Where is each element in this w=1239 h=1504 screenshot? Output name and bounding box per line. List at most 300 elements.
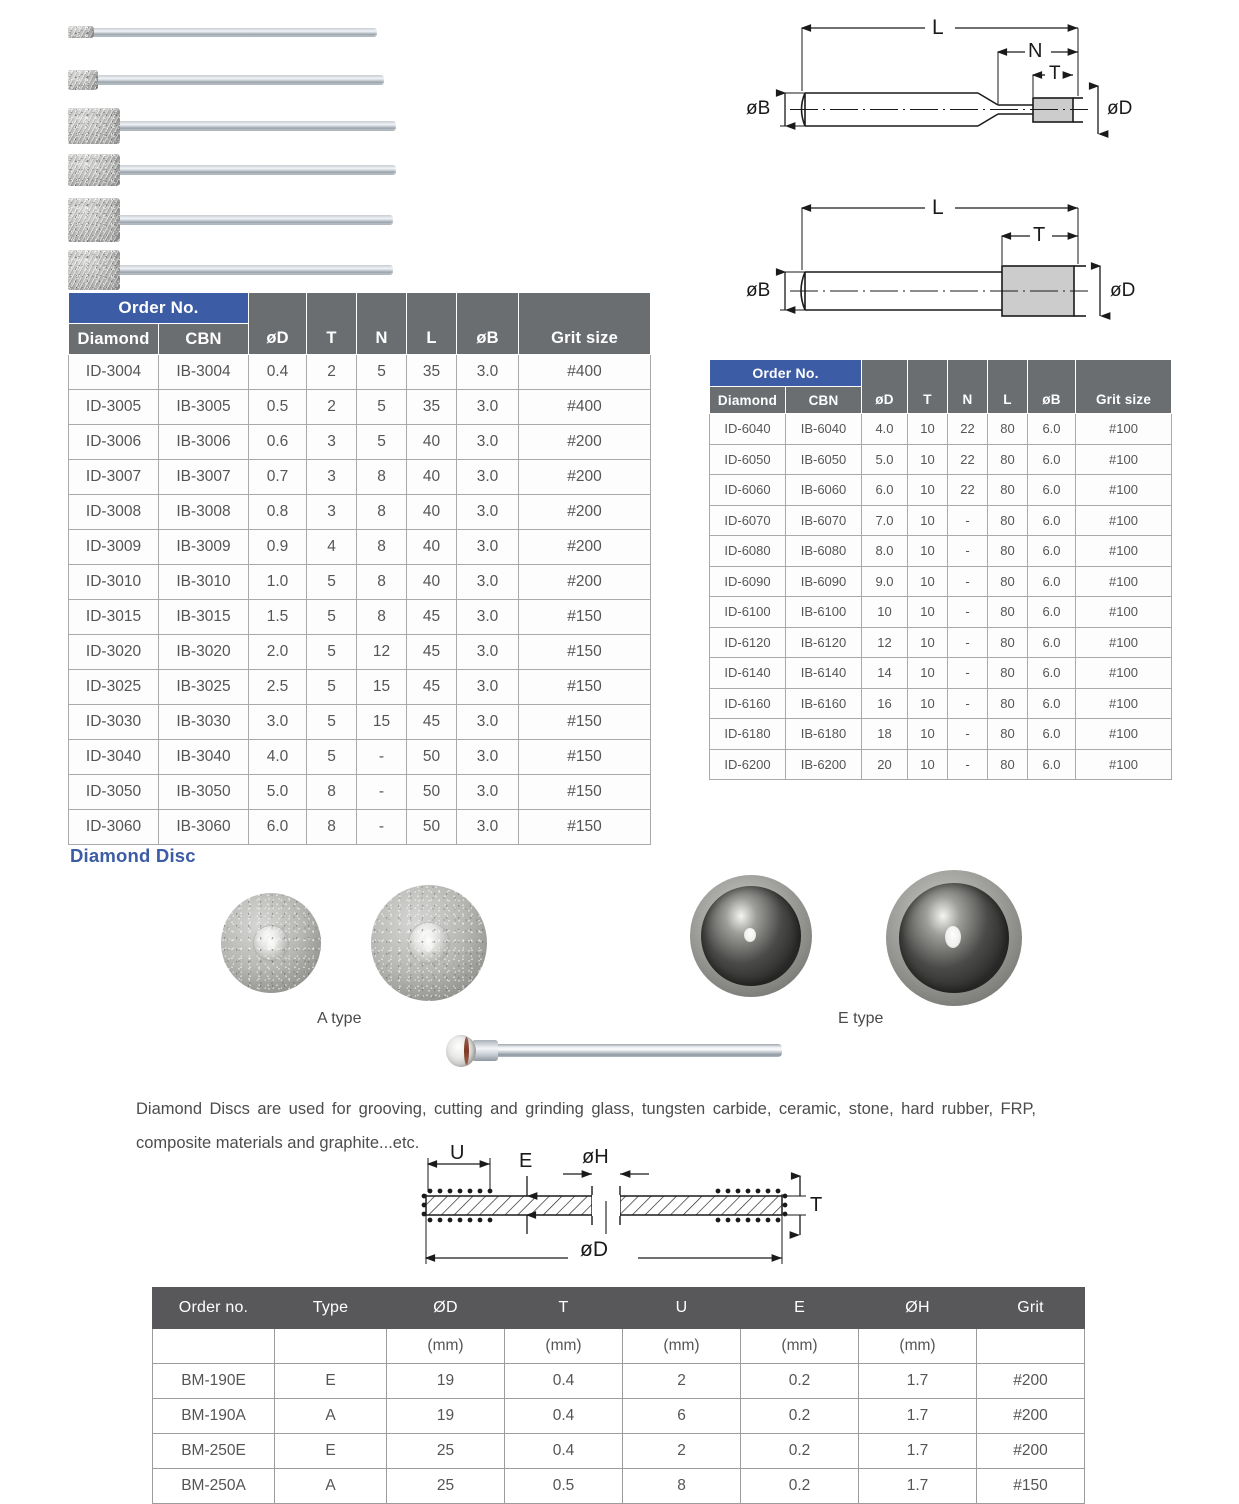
table-cell: #200 bbox=[977, 1434, 1085, 1469]
table-cell: ID-3040 bbox=[69, 740, 159, 775]
table-cell: - bbox=[948, 505, 988, 536]
steel-shank bbox=[118, 121, 396, 131]
table-cell: 6.0 bbox=[1028, 627, 1076, 658]
table-cell: A bbox=[275, 1399, 387, 1434]
table-cell: 5 bbox=[307, 635, 357, 670]
table-row bbox=[710, 658, 1172, 689]
table-cell: 1.7 bbox=[859, 1469, 977, 1504]
disc-section-svg bbox=[408, 1146, 828, 1274]
header-n: N bbox=[948, 360, 988, 414]
grit-band-left-edge bbox=[422, 1194, 426, 1216]
dim-label-hole-dia: øH bbox=[582, 1146, 609, 1168]
table-row bbox=[153, 1469, 1085, 1504]
table-cell: ID-3009 bbox=[69, 530, 159, 565]
header-n: N bbox=[357, 293, 407, 355]
table-cell: 0.5 bbox=[249, 390, 307, 425]
table-cell: #150 bbox=[519, 810, 651, 845]
table-cell: BM-250E bbox=[153, 1434, 275, 1469]
table-mounted-points-large bbox=[709, 359, 1172, 780]
table-cell: 0.4 bbox=[505, 1364, 623, 1399]
table-cell: BM-190E bbox=[153, 1364, 275, 1399]
table-cell: 5 bbox=[307, 600, 357, 635]
abrasive-head bbox=[68, 154, 120, 186]
table-cell: 8 bbox=[357, 600, 407, 635]
dim-label-head-dia: øD bbox=[1110, 280, 1136, 301]
steel-shank bbox=[118, 265, 393, 275]
table-row bbox=[69, 355, 651, 390]
table-cell: 0.6 bbox=[249, 425, 307, 460]
table-cell: 3.0 bbox=[249, 705, 307, 740]
table-cell: 1.5 bbox=[249, 600, 307, 635]
dim-label-thickness: T bbox=[810, 1194, 823, 1216]
dim-label-N: N bbox=[1028, 40, 1043, 62]
table-cell: 6.0 bbox=[1028, 688, 1076, 719]
dim-label-T: T bbox=[1049, 63, 1061, 84]
table-cell: ID-6090 bbox=[710, 566, 786, 597]
header-t: T bbox=[505, 1288, 623, 1329]
table-diamond-disc bbox=[152, 1287, 1085, 1504]
dim-label-shank-dia: øB bbox=[746, 98, 771, 119]
table-cell: 3.0 bbox=[457, 460, 519, 495]
disc-hole bbox=[945, 926, 961, 948]
table-cell: 6.0 bbox=[1028, 658, 1076, 689]
table-cell: 3.0 bbox=[457, 390, 519, 425]
grit-band-left-top bbox=[428, 1189, 492, 1193]
table-cell: 20 bbox=[862, 749, 908, 780]
table-cell: 10 bbox=[908, 719, 948, 750]
table-cell: 6.0 bbox=[862, 475, 908, 506]
table-cell: ID-6100 bbox=[710, 597, 786, 628]
grit-band-right-bottom bbox=[716, 1218, 780, 1222]
disc-type-e-label: E type bbox=[838, 1010, 884, 1027]
table-cell: IB-3004 bbox=[159, 355, 249, 390]
table-cell: 80 bbox=[988, 505, 1028, 536]
table-cell: 6.0 bbox=[1028, 597, 1076, 628]
table-cell: E bbox=[275, 1434, 387, 1469]
table-cell: 6.0 bbox=[1028, 475, 1076, 506]
dim-label-outer-dia: øD bbox=[580, 1238, 608, 1261]
table-cell: 19 bbox=[387, 1364, 505, 1399]
table-cell: 2.0 bbox=[249, 635, 307, 670]
steel-shank bbox=[92, 28, 377, 37]
table-cell: 0.7 bbox=[249, 460, 307, 495]
header-l: L bbox=[407, 293, 457, 355]
table-cell: 3.0 bbox=[457, 775, 519, 810]
table-cell: 1.0 bbox=[249, 565, 307, 600]
dim-label-shank-dia: øB bbox=[746, 280, 771, 301]
table-cell: IB-3060 bbox=[159, 810, 249, 845]
table-cell: 40 bbox=[407, 495, 457, 530]
table-cell: ID-6040 bbox=[710, 414, 786, 445]
header-od: øD bbox=[249, 293, 307, 355]
table-body bbox=[710, 414, 1172, 780]
table-cell: 5 bbox=[307, 740, 357, 775]
table-cell: 8.0 bbox=[862, 536, 908, 567]
table-row bbox=[69, 530, 651, 565]
table-cell: 10 bbox=[908, 688, 948, 719]
abrasive-head bbox=[68, 108, 120, 144]
table-cell: 4.0 bbox=[862, 414, 908, 445]
table-cell: - bbox=[948, 597, 988, 628]
header-l: L bbox=[988, 360, 1028, 414]
table-cell: 25 bbox=[387, 1469, 505, 1504]
table-cell: 3.0 bbox=[457, 740, 519, 775]
table-cell: 6.0 bbox=[1028, 536, 1076, 567]
table-cell: - bbox=[357, 810, 407, 845]
table-mounted-points-small bbox=[68, 292, 651, 845]
table-header-row-group bbox=[69, 293, 651, 324]
disc-hub bbox=[254, 926, 288, 960]
dim-label-T: T bbox=[1033, 224, 1046, 246]
table-row bbox=[153, 1364, 1085, 1399]
disc-photo-a-large bbox=[371, 885, 487, 1001]
table-row bbox=[69, 705, 651, 740]
table-cell: #200 bbox=[977, 1399, 1085, 1434]
table-cell: #200 bbox=[519, 565, 651, 600]
table-cell: 8 bbox=[357, 460, 407, 495]
table-row bbox=[710, 749, 1172, 780]
table-cell: #100 bbox=[1076, 749, 1172, 780]
table-cell: 15 bbox=[357, 705, 407, 740]
table-header bbox=[153, 1288, 1085, 1329]
table-cell: 10 bbox=[908, 505, 948, 536]
table-cell: 80 bbox=[988, 414, 1028, 445]
table-cell: 6.0 bbox=[249, 810, 307, 845]
table-cell: #100 bbox=[1076, 627, 1172, 658]
table-cell: IB-3008 bbox=[159, 495, 249, 530]
table-cell: 2 bbox=[623, 1434, 741, 1469]
table-cell: 80 bbox=[988, 536, 1028, 567]
table-row bbox=[69, 775, 651, 810]
table-cell: - bbox=[948, 719, 988, 750]
table-cell: 45 bbox=[407, 635, 457, 670]
table-cell: 50 bbox=[407, 775, 457, 810]
table-cell: 16 bbox=[862, 688, 908, 719]
header-grit-size: Grit size bbox=[1076, 360, 1172, 414]
table-cell: 0.2 bbox=[741, 1364, 859, 1399]
table-cell: 10 bbox=[908, 597, 948, 628]
table-cell: #150 bbox=[977, 1469, 1085, 1504]
table-cell: #400 bbox=[519, 355, 651, 390]
table-cell: IB-3040 bbox=[159, 740, 249, 775]
header-order-no: Order No. bbox=[710, 360, 862, 387]
table-cell: 10 bbox=[862, 597, 908, 628]
header-type: Type bbox=[275, 1288, 387, 1329]
table-row bbox=[710, 719, 1172, 750]
table-units-row bbox=[153, 1329, 1085, 1364]
table-cell: ID-6070 bbox=[710, 505, 786, 536]
table-cell: 5 bbox=[357, 425, 407, 460]
table-cell: ID-3005 bbox=[69, 390, 159, 425]
table-cell: 6.0 bbox=[1028, 444, 1076, 475]
table-cell: 4 bbox=[307, 530, 357, 565]
table-cell: ID-3010 bbox=[69, 565, 159, 600]
table-cell: 3.0 bbox=[457, 810, 519, 845]
table-cell: 5 bbox=[307, 705, 357, 740]
table-cell: ID-3030 bbox=[69, 705, 159, 740]
table-cell: - bbox=[948, 536, 988, 567]
table-cell: 80 bbox=[988, 597, 1028, 628]
table-cell: #150 bbox=[519, 670, 651, 705]
table-cell: 0.2 bbox=[741, 1399, 859, 1434]
table-cell: 8 bbox=[357, 495, 407, 530]
table-cell: - bbox=[357, 775, 407, 810]
table-cell: #100 bbox=[1076, 688, 1172, 719]
table-cell: 0.4 bbox=[505, 1434, 623, 1469]
table-row bbox=[710, 536, 1172, 567]
table-cell: IB-6200 bbox=[786, 749, 862, 780]
table-cell: 35 bbox=[407, 355, 457, 390]
mandrel-mounted-disc bbox=[446, 1035, 476, 1067]
header-grit: Grit bbox=[977, 1288, 1085, 1329]
dim-label-head-dia: øD bbox=[1107, 98, 1133, 119]
table-row bbox=[69, 810, 651, 845]
header-t: T bbox=[908, 360, 948, 414]
table-cell: IB-6140 bbox=[786, 658, 862, 689]
table-cell: 6.0 bbox=[1028, 414, 1076, 445]
header-oh: ØH bbox=[859, 1288, 977, 1329]
header-order-no: Order no. bbox=[153, 1288, 275, 1329]
straight-point-svg bbox=[740, 188, 1180, 343]
table-cell: 50 bbox=[407, 740, 457, 775]
table-cell: #150 bbox=[519, 775, 651, 810]
table-cell: 3.0 bbox=[457, 705, 519, 740]
table-row bbox=[710, 475, 1172, 506]
table-cell: BM-190A bbox=[153, 1399, 275, 1434]
table-cell: 22 bbox=[948, 414, 988, 445]
table-cell: IB-3050 bbox=[159, 775, 249, 810]
table-cell: 10 bbox=[908, 627, 948, 658]
table-cell: 0.9 bbox=[249, 530, 307, 565]
table-cell: (mm) bbox=[623, 1329, 741, 1364]
table-cell: #100 bbox=[1076, 597, 1172, 628]
table-cell: ID-3025 bbox=[69, 670, 159, 705]
table-row bbox=[153, 1434, 1085, 1469]
table-cell: 3.0 bbox=[457, 670, 519, 705]
table-cell: IB-3025 bbox=[159, 670, 249, 705]
table-cell: #100 bbox=[1076, 414, 1172, 445]
table-cell: - bbox=[948, 688, 988, 719]
table-cell: ID-3004 bbox=[69, 355, 159, 390]
table-cell: IB-3030 bbox=[159, 705, 249, 740]
table-cell: IB-3009 bbox=[159, 530, 249, 565]
header-grit-size: Grit size bbox=[519, 293, 651, 355]
table-row bbox=[69, 565, 651, 600]
mandrel-shaft bbox=[478, 1044, 782, 1057]
table-cell: ID-3008 bbox=[69, 495, 159, 530]
table-cell: 10 bbox=[908, 414, 948, 445]
table-cell: - bbox=[948, 658, 988, 689]
dim-label-L: L bbox=[932, 196, 944, 219]
table-cell: #100 bbox=[1076, 475, 1172, 506]
disc-hole bbox=[744, 928, 756, 942]
table-row bbox=[69, 600, 651, 635]
header-diamond: Diamond bbox=[710, 387, 786, 414]
disc-mandrel-photo bbox=[432, 1032, 782, 1068]
disc-photo-e-large bbox=[886, 870, 1022, 1006]
table-cell: IB-3006 bbox=[159, 425, 249, 460]
table-cell: IB-6090 bbox=[786, 566, 862, 597]
table-cell: ID-6120 bbox=[710, 627, 786, 658]
table-row bbox=[710, 414, 1172, 445]
table-cell: ID-3020 bbox=[69, 635, 159, 670]
table-cell: 40 bbox=[407, 425, 457, 460]
table-cell: 80 bbox=[988, 566, 1028, 597]
table-cell: #200 bbox=[519, 460, 651, 495]
table-row bbox=[710, 597, 1172, 628]
grit-band-right-edge bbox=[783, 1194, 787, 1216]
table-cell: IB-6160 bbox=[786, 688, 862, 719]
table-body bbox=[153, 1329, 1085, 1504]
table-cell: 3.0 bbox=[457, 425, 519, 460]
table-cell: 8 bbox=[357, 565, 407, 600]
table-header bbox=[69, 293, 651, 355]
table-cell: 1.7 bbox=[859, 1364, 977, 1399]
mounted-point-dimension-drawing-straight bbox=[740, 188, 1180, 343]
header-cbn: CBN bbox=[786, 387, 862, 414]
table-header-row-group bbox=[710, 360, 1172, 387]
table-cell: - bbox=[948, 627, 988, 658]
table-cell: 12 bbox=[357, 635, 407, 670]
table-cell: 5 bbox=[307, 670, 357, 705]
dim-label-U: U bbox=[450, 1142, 465, 1164]
header-ob: øB bbox=[457, 293, 519, 355]
table-cell: 3.0 bbox=[457, 355, 519, 390]
table-cell: - bbox=[948, 566, 988, 597]
table-cell: 3 bbox=[307, 495, 357, 530]
table-cell: IB-3007 bbox=[159, 460, 249, 495]
table-header-row bbox=[153, 1288, 1085, 1329]
table-cell: #100 bbox=[1076, 566, 1172, 597]
table-cell: 3.0 bbox=[457, 600, 519, 635]
grit-band-right-top bbox=[716, 1189, 780, 1193]
table-cell: 3.0 bbox=[457, 495, 519, 530]
table-cell: 0.4 bbox=[505, 1399, 623, 1434]
table-cell: 3.0 bbox=[457, 635, 519, 670]
table-cell: #200 bbox=[519, 495, 651, 530]
table-cell: 80 bbox=[988, 719, 1028, 750]
table-cell bbox=[153, 1329, 275, 1364]
table-cell: 22 bbox=[948, 475, 988, 506]
table-cell: 80 bbox=[988, 444, 1028, 475]
table-cell: 25 bbox=[387, 1434, 505, 1469]
table-cell: 2.5 bbox=[249, 670, 307, 705]
table-header bbox=[710, 360, 1172, 414]
table-row bbox=[710, 627, 1172, 658]
table-cell: 19 bbox=[387, 1399, 505, 1434]
table-cell: BM-250A bbox=[153, 1469, 275, 1504]
table-cell: #150 bbox=[519, 740, 651, 775]
header-cbn: CBN bbox=[159, 324, 249, 355]
table-cell: 7.0 bbox=[862, 505, 908, 536]
table-cell: 2 bbox=[623, 1364, 741, 1399]
dim-label-E: E bbox=[519, 1150, 533, 1172]
table-cell: IB-3010 bbox=[159, 565, 249, 600]
table-cell: #100 bbox=[1076, 505, 1172, 536]
table-cell: 45 bbox=[407, 670, 457, 705]
table-cell: 5 bbox=[357, 390, 407, 425]
table-cell: ID-3060 bbox=[69, 810, 159, 845]
disc-photo-e-small bbox=[690, 875, 812, 997]
table-cell: 2 bbox=[307, 355, 357, 390]
table-cell: #400 bbox=[519, 390, 651, 425]
header-e: E bbox=[741, 1288, 859, 1329]
header-od: ØD bbox=[387, 1288, 505, 1329]
table-cell: 6.0 bbox=[1028, 749, 1076, 780]
abrasive-head bbox=[68, 26, 94, 38]
table-cell: IB-6080 bbox=[786, 536, 862, 567]
table-row bbox=[69, 425, 651, 460]
table-row bbox=[69, 635, 651, 670]
table-cell: 5.0 bbox=[249, 775, 307, 810]
table-cell: IB-6180 bbox=[786, 719, 862, 750]
header-ob: øB bbox=[1028, 360, 1076, 414]
table-cell: (mm) bbox=[387, 1329, 505, 1364]
table-cell: 8 bbox=[357, 530, 407, 565]
table-cell: E bbox=[275, 1364, 387, 1399]
table-cell: ID-6160 bbox=[710, 688, 786, 719]
disc-hole bbox=[422, 933, 435, 952]
table-cell: 15 bbox=[357, 670, 407, 705]
table-cell: ID-6200 bbox=[710, 749, 786, 780]
table-cell: #100 bbox=[1076, 536, 1172, 567]
table-cell: 14 bbox=[862, 658, 908, 689]
table-cell: 6.0 bbox=[1028, 719, 1076, 750]
table-cell: 45 bbox=[407, 600, 457, 635]
table-cell: - bbox=[948, 749, 988, 780]
table-cell: 1.7 bbox=[859, 1434, 977, 1469]
table-row bbox=[69, 390, 651, 425]
table-cell: 8 bbox=[623, 1469, 741, 1504]
table-cell: 3 bbox=[307, 425, 357, 460]
table-cell: 40 bbox=[407, 460, 457, 495]
table-cell: 45 bbox=[407, 705, 457, 740]
table-cell: 0.2 bbox=[741, 1434, 859, 1469]
table-cell: IB-6060 bbox=[786, 475, 862, 506]
section-heading-diamond-disc: Diamond Disc bbox=[70, 845, 196, 866]
table-row bbox=[69, 740, 651, 775]
table-cell: #200 bbox=[977, 1364, 1085, 1399]
table-cell: #150 bbox=[519, 600, 651, 635]
table-cell: IB-3005 bbox=[159, 390, 249, 425]
table-row bbox=[69, 495, 651, 530]
table-cell: 80 bbox=[988, 627, 1028, 658]
table-cell: 5 bbox=[357, 355, 407, 390]
table-cell: 0.4 bbox=[249, 355, 307, 390]
table-cell: 6.0 bbox=[1028, 566, 1076, 597]
table-cell: 1.7 bbox=[859, 1399, 977, 1434]
table-cell: 10 bbox=[908, 749, 948, 780]
mandrel-washer-ring bbox=[464, 1037, 469, 1065]
table-row bbox=[69, 670, 651, 705]
table-cell: (mm) bbox=[859, 1329, 977, 1364]
table-cell: 9.0 bbox=[862, 566, 908, 597]
table-cell: IB-6050 bbox=[786, 444, 862, 475]
table-cell: ID-3006 bbox=[69, 425, 159, 460]
grit-band-left-bottom bbox=[428, 1218, 492, 1222]
table-cell: 6 bbox=[623, 1399, 741, 1434]
table-cell: #150 bbox=[519, 705, 651, 740]
table-cell: ID-6140 bbox=[710, 658, 786, 689]
table-cell: 3.0 bbox=[457, 565, 519, 600]
table-cell: IB-3020 bbox=[159, 635, 249, 670]
table-cell: 80 bbox=[988, 688, 1028, 719]
steel-shank bbox=[118, 165, 396, 175]
table-cell: 8 bbox=[307, 810, 357, 845]
diamond-disc-description: Diamond Discs are used for grooving, cutting and grinding glass, tungsten carbide, ceramic, stone, hard rubber, FRP, composite materials and graphite...etc. bbox=[136, 1100, 1036, 1152]
table-cell: 3.0 bbox=[457, 530, 519, 565]
table-cell: IB-6120 bbox=[786, 627, 862, 658]
